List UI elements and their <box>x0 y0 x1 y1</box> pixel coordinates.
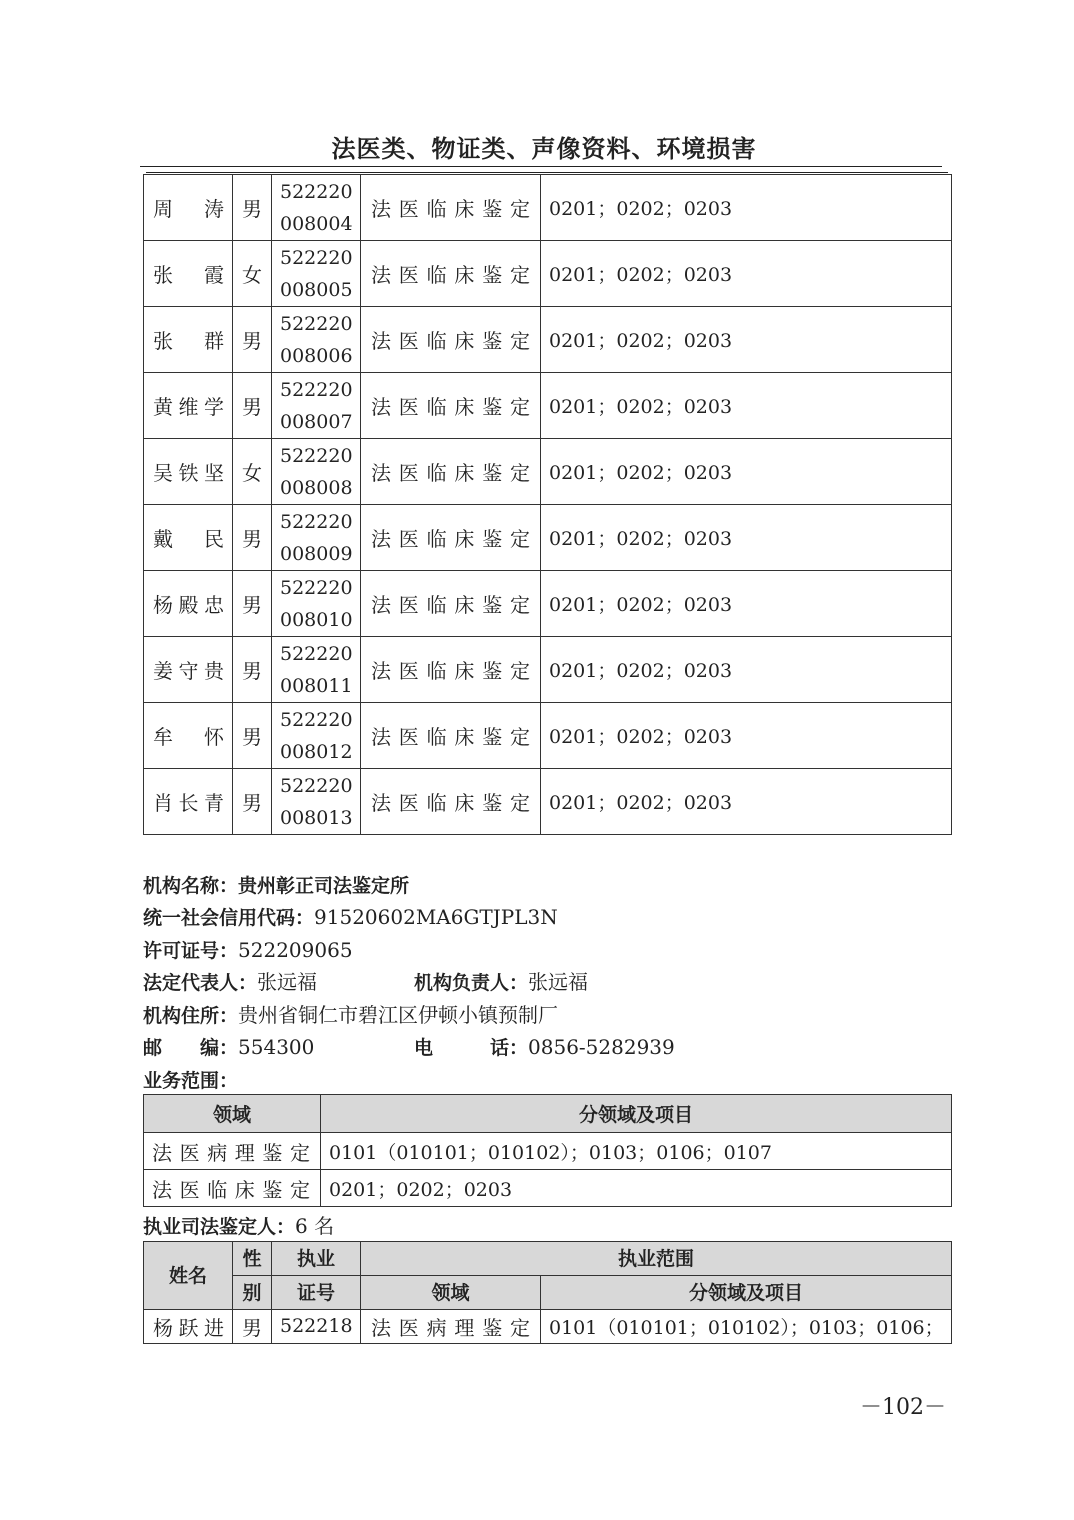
expert-cert <box>272 769 361 835</box>
table-row <box>144 769 952 835</box>
org-legal-line: 法定代表人：张远福 <box>143 970 318 994</box>
expert-items: 0201；0202；0203 <box>541 637 952 703</box>
expert-items: 0201；0202；0203 <box>541 571 952 637</box>
expert-name: 黄维学 <box>144 373 233 439</box>
table-row <box>144 373 952 439</box>
expert-cert <box>272 505 361 571</box>
staff-items: 0101（010101；010102）；0103；0106； <box>541 1310 952 1344</box>
org-head: 张远福 <box>528 970 589 994</box>
expert-sex: 男 <box>233 769 272 835</box>
header-rule <box>140 166 942 167</box>
org-phone: 0856-5282939 <box>528 1035 675 1059</box>
expert-table <box>143 174 952 835</box>
expert-cert-line2: 008010 <box>280 608 353 631</box>
org-legal: 张远福 <box>257 970 318 994</box>
expert-cert <box>272 571 361 637</box>
expert-cert-line1: 522220 <box>280 642 353 665</box>
expert-cert <box>272 637 361 703</box>
expert-field: 法医临床鉴定 <box>361 307 541 373</box>
staff-header-name: 姓名 <box>144 1242 233 1310</box>
expert-name: 牟怀 <box>144 703 233 769</box>
page-number: －102－ <box>860 1395 946 1420</box>
staff-header-sex2: 别 <box>233 1276 272 1310</box>
expert-field: 法医临床鉴定 <box>361 571 541 637</box>
expert-items: 0201；0202；0203 <box>541 505 952 571</box>
expert-cert-line1: 522220 <box>280 444 353 467</box>
expert-cert <box>272 373 361 439</box>
expert-items: 0201；0202；0203 <box>541 307 952 373</box>
expert-field: 法医临床鉴定 <box>361 505 541 571</box>
expert-cert <box>272 307 361 373</box>
org-head-line: 机构负责人：张远福 <box>414 970 589 994</box>
expert-field: 法医临床鉴定 <box>361 439 541 505</box>
staff-name: 杨跃进 <box>144 1310 233 1344</box>
expert-cert-line2: 008007 <box>280 410 353 433</box>
staff-table <box>143 1241 952 1344</box>
expert-name: 姜守贵 <box>144 637 233 703</box>
expert-cert <box>272 175 361 241</box>
expert-cert-line2: 008013 <box>280 806 353 829</box>
expert-name: 张霞 <box>144 241 233 307</box>
org-address-line: 机构住所：贵州省铜仁市碧江区伊顿小镇预制厂 <box>143 1003 559 1027</box>
table-row <box>144 637 952 703</box>
expert-cert-line2: 008004 <box>280 212 353 235</box>
org-post: 554300 <box>238 1035 315 1059</box>
expert-sex: 男 <box>233 373 272 439</box>
staff-header-scope: 执业范围 <box>361 1242 952 1276</box>
expert-name: 张群 <box>144 307 233 373</box>
staff-header-sex1: 性 <box>233 1242 272 1276</box>
expert-cert-line2: 008006 <box>280 344 353 367</box>
table-row <box>144 1310 952 1344</box>
table-row <box>144 1170 952 1207</box>
expert-name: 戴民 <box>144 505 233 571</box>
expert-cert-line1: 522220 <box>280 180 353 203</box>
expert-items: 0201；0202；0203 <box>541 769 952 835</box>
expert-sex: 男 <box>233 307 272 373</box>
expert-cert-line2: 008009 <box>280 542 353 565</box>
staff-sex: 男 <box>233 1310 272 1344</box>
expert-name: 周涛 <box>144 175 233 241</box>
scope-header-field: 领域 <box>144 1095 321 1133</box>
org-license: 522209065 <box>238 938 353 962</box>
expert-cert-line1: 522220 <box>280 510 353 533</box>
org-address: 贵州省铜仁市碧江区伊顿小镇预制厂 <box>238 1003 559 1027</box>
header-rule <box>146 172 948 173</box>
expert-table-body <box>144 175 952 835</box>
table-row <box>144 703 952 769</box>
org-name: 贵州彰正司法鉴定所 <box>238 875 410 897</box>
staff-count-line: 执业司法鉴定人：6 名 <box>143 1214 335 1238</box>
table-row <box>144 1133 952 1170</box>
table-row <box>144 571 952 637</box>
expert-field: 法医临床鉴定 <box>361 703 541 769</box>
org-code-line: 统一社会信用代码：91520602MA6GTJPL3N <box>143 905 558 929</box>
expert-cert-line2: 008008 <box>280 476 353 499</box>
table-row <box>144 439 952 505</box>
expert-cert <box>272 241 361 307</box>
expert-cert-line1: 522220 <box>280 708 353 731</box>
scope-items: 0201；0202；0203 <box>321 1170 952 1207</box>
expert-sex: 女 <box>233 439 272 505</box>
table-row <box>144 175 952 241</box>
expert-cert <box>272 703 361 769</box>
expert-name: 杨殿忠 <box>144 571 233 637</box>
staff-field: 法医病理鉴定 <box>361 1310 541 1344</box>
expert-items: 0201；0202；0203 <box>541 175 952 241</box>
expert-field: 法医临床鉴定 <box>361 637 541 703</box>
table-row <box>144 241 952 307</box>
org-post-line: 邮 编：554300 <box>143 1035 315 1059</box>
expert-cert-line1: 522220 <box>280 378 353 401</box>
scope-header-items: 分领域及项目 <box>321 1095 952 1133</box>
org-phone-line: 电 话：0856-5282939 <box>414 1035 675 1059</box>
expert-items: 0201；0202；0203 <box>541 241 952 307</box>
org-name-line: 机构名称：贵州彰正司法鉴定所 <box>143 875 410 897</box>
expert-name: 吴铁坚 <box>144 439 233 505</box>
expert-sex: 男 <box>233 505 272 571</box>
expert-sex: 男 <box>233 175 272 241</box>
scope-label: 业务范围： <box>143 1070 239 1092</box>
expert-cert-line2: 008005 <box>280 278 353 301</box>
expert-sex: 男 <box>233 703 272 769</box>
scope-table <box>143 1094 952 1207</box>
expert-items: 0201；0202；0203 <box>541 439 952 505</box>
scope-field: 法医病理鉴定 <box>144 1133 321 1170</box>
table-row <box>144 307 952 373</box>
staff-count: 6 名 <box>295 1214 335 1238</box>
expert-field: 法医临床鉴定 <box>361 769 541 835</box>
table-row <box>144 505 952 571</box>
staff-header-cert1: 执业 <box>272 1242 361 1276</box>
expert-cert-line2: 008011 <box>280 674 353 697</box>
scope-field: 法医临床鉴定 <box>144 1170 321 1207</box>
expert-cert-line1: 522220 <box>280 576 353 599</box>
expert-cert-line2: 008012 <box>280 740 353 763</box>
expert-cert-line1: 522220 <box>280 246 353 269</box>
expert-cert-line1: 522220 <box>280 312 353 335</box>
staff-header-field: 领域 <box>361 1276 541 1310</box>
org-license-line: 许可证号：522209065 <box>143 938 353 962</box>
expert-items: 0201；0202；0203 <box>541 373 952 439</box>
page-header-title: 法医类、物证类、声像资料、环境损害 <box>331 134 757 163</box>
staff-header-items: 分领域及项目 <box>541 1276 952 1310</box>
expert-sex: 男 <box>233 637 272 703</box>
expert-sex: 男 <box>233 571 272 637</box>
expert-name: 肖长青 <box>144 769 233 835</box>
expert-field: 法医临床鉴定 <box>361 175 541 241</box>
org-code: 91520602MA6GTJPL3N <box>314 905 558 929</box>
expert-field: 法医临床鉴定 <box>361 241 541 307</box>
expert-field: 法医临床鉴定 <box>361 373 541 439</box>
expert-sex: 女 <box>233 241 272 307</box>
expert-items: 0201；0202；0203 <box>541 703 952 769</box>
expert-cert <box>272 439 361 505</box>
staff-cert: 522218 <box>272 1310 361 1344</box>
expert-cert-line1: 522220 <box>280 774 353 797</box>
staff-header-cert2: 证号 <box>272 1276 361 1310</box>
scope-items: 0101（010101；010102）；0103；0106；0107 <box>321 1133 952 1170</box>
